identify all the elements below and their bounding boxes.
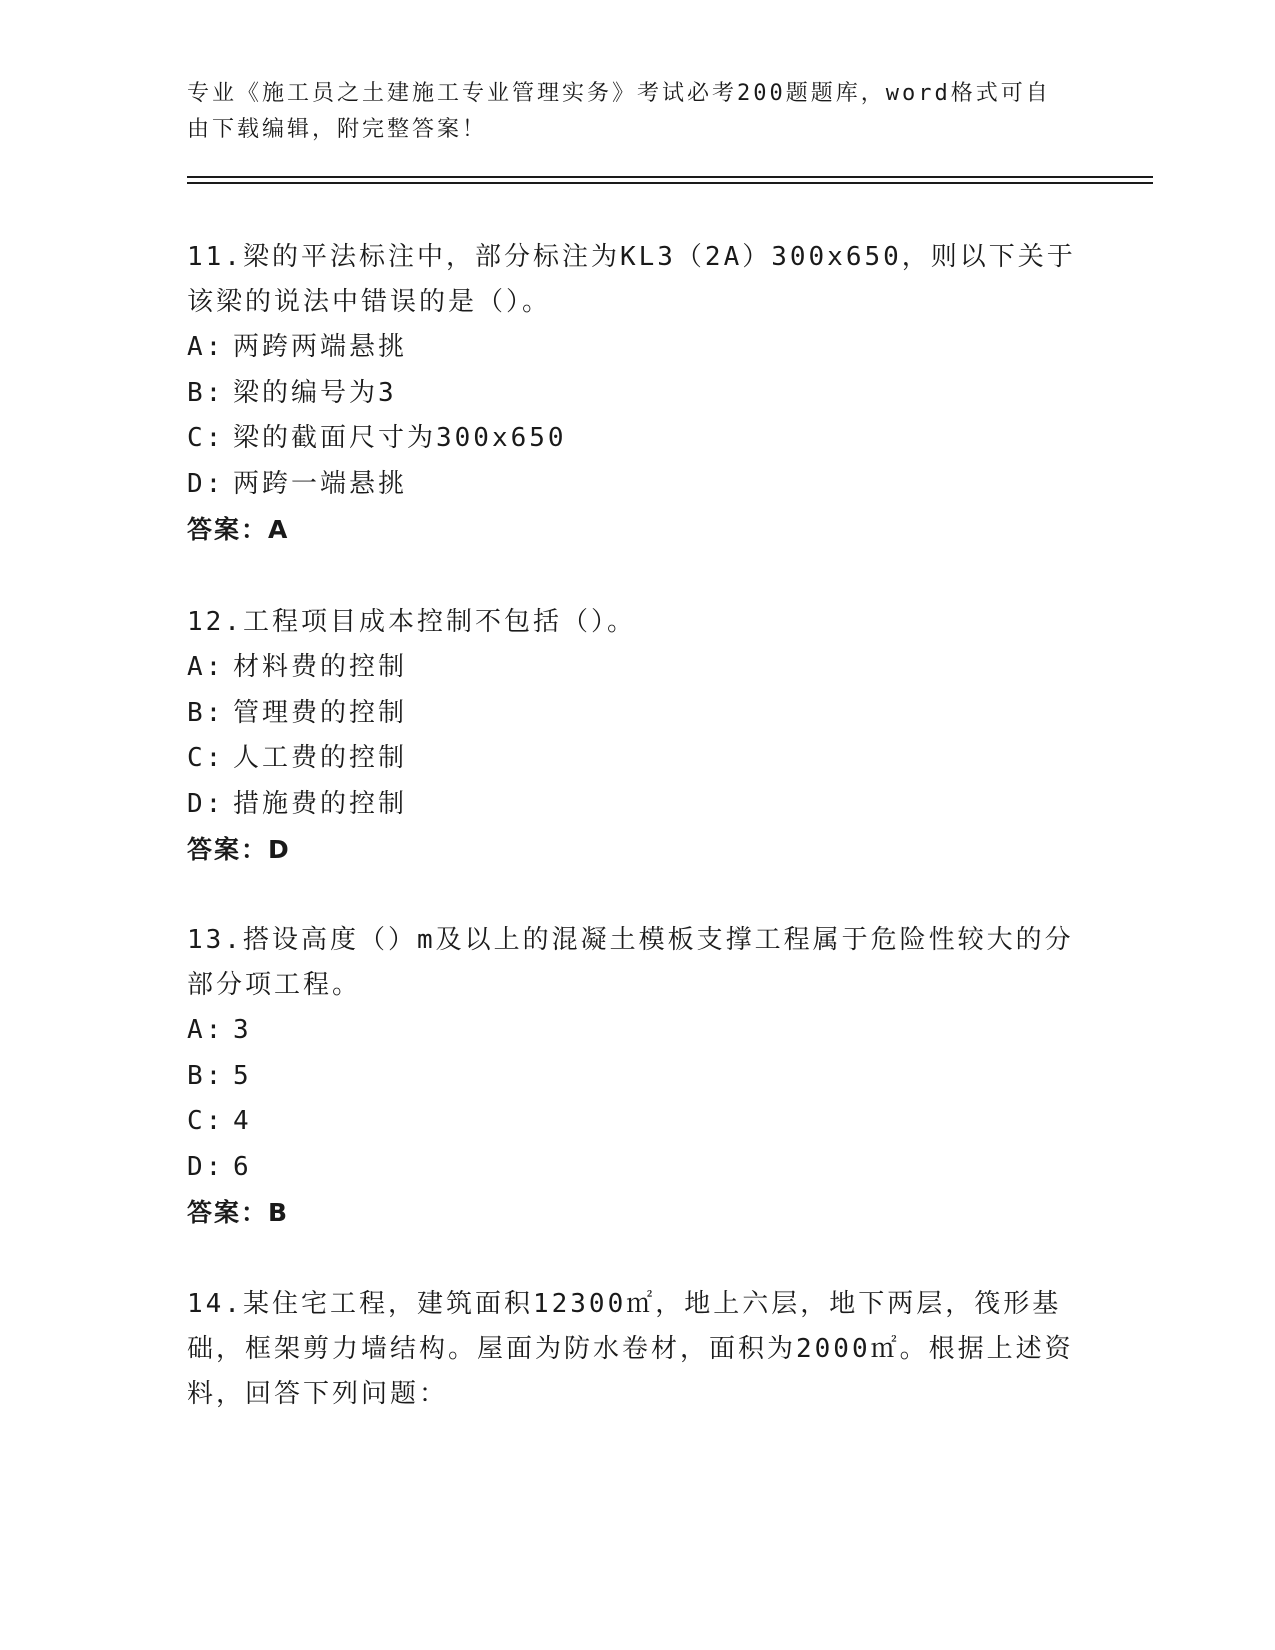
option-a — [187, 645, 1087, 691]
header-text: 专业《施工员之土建施工专业管理实务》考试必考200题题库，word格式可自由下载编辑，附完整答案！ — [187, 81, 1051, 142]
option-key: D: — [187, 788, 225, 819]
option-key: B: — [187, 697, 225, 728]
option-text: 管理费的控制 — [233, 697, 408, 728]
document-header — [187, 76, 1067, 148]
option-key: B: — [187, 377, 225, 408]
option-d — [187, 1145, 1087, 1191]
option-d — [187, 462, 1087, 508]
option-key: C: — [187, 1106, 225, 1136]
option-text: 两跨一端悬挑 — [233, 468, 408, 499]
question-stem: 12.工程项目成本控制不包括（）。 — [187, 607, 636, 637]
question-11 — [187, 235, 1087, 553]
option-b — [187, 691, 1087, 737]
question-stem: 14.某住宅工程，建筑面积12300㎡，地上六层，地下两层，筏形基础，框架剪力墙结构。屋面为防水卷材，面积为2000㎡。根据上述资料，回答下列问题： — [187, 1289, 1074, 1409]
option-key: A: — [187, 1015, 225, 1045]
option-key: A: — [187, 652, 225, 682]
question-stem: 13.搭设高度（）m及以上的混凝土模板支撑工程属于危险性较大的分部分项工程。 — [187, 925, 1074, 1000]
option-b — [187, 371, 1087, 417]
option-a — [187, 325, 1087, 371]
option-key: B: — [187, 1060, 225, 1091]
option-c — [187, 736, 1087, 782]
option-text: 4 — [233, 1106, 252, 1136]
option-key: A: — [187, 332, 225, 362]
header-divider-top — [187, 176, 1153, 178]
option-text: 5 — [233, 1060, 252, 1091]
answer-label: 答案：D — [187, 835, 291, 864]
question-14 — [187, 1282, 1087, 1417]
question-12 — [187, 600, 1087, 873]
header-divider-bottom — [187, 182, 1153, 184]
option-key: D: — [187, 468, 225, 499]
option-text: 人工费的控制 — [233, 743, 408, 773]
option-key: C: — [187, 743, 225, 773]
option-text: 梁的截面尺寸为300x650 — [233, 423, 567, 453]
option-b — [187, 1054, 1087, 1100]
option-text: 材料费的控制 — [233, 652, 408, 682]
option-a — [187, 1008, 1087, 1054]
option-text: 措施费的控制 — [233, 788, 408, 819]
question-stem: 11.梁的平法标注中，部分标注为KL3（2A）300x650，则以下关于该梁的说法中错误的是（）。 — [187, 242, 1076, 317]
option-text: 梁的编号为3 — [233, 377, 397, 408]
question-13 — [187, 918, 1087, 1236]
answer-label: 答案：B — [187, 1198, 290, 1227]
option-c — [187, 1099, 1087, 1145]
option-text: 3 — [233, 1015, 252, 1045]
answer-label: 答案：A — [187, 515, 290, 544]
option-d — [187, 782, 1087, 828]
option-text: 6 — [233, 1151, 252, 1182]
option-c — [187, 416, 1087, 462]
option-text: 两跨两端悬挑 — [233, 332, 408, 362]
option-key: C: — [187, 423, 225, 453]
option-key: D: — [187, 1151, 225, 1182]
